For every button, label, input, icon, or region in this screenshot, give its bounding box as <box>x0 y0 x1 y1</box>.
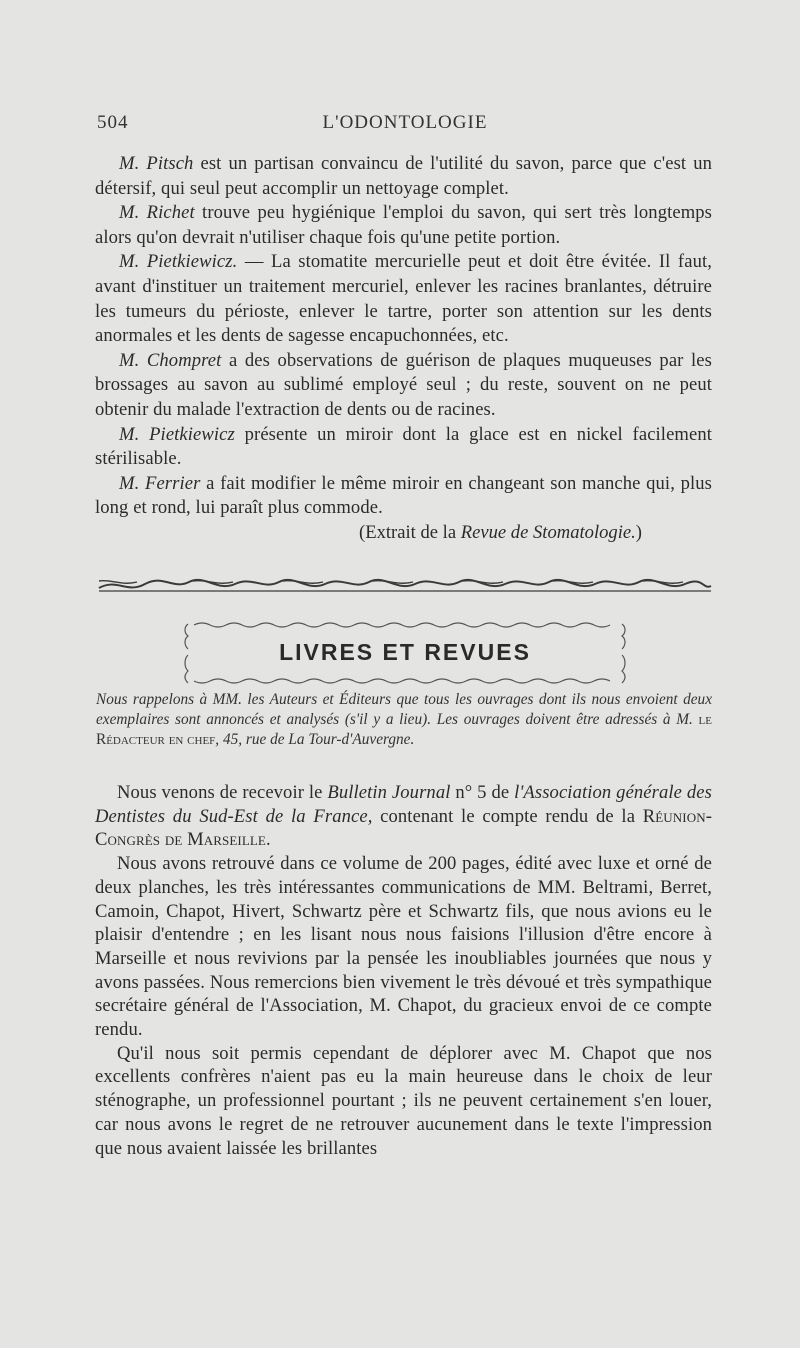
review-section <box>95 781 712 1160</box>
speaker-name: M. Chompret <box>119 349 222 371</box>
paragraph-text: est un partisan convaincu de l'utilité du savon, parce que c'est un détersif, qui seul peut accomplir un nettoyage complet. <box>95 153 712 199</box>
paragraph-pietkiewicz <box>95 250 712 348</box>
speaker-name: M. Richet <box>119 202 195 224</box>
source-citation: (Extrait de la Revue de Stomatologie.) <box>359 521 642 543</box>
section-heading-box <box>182 621 628 685</box>
paragraph-text: a fait modifier le même miroir en changeant son manche qui, plus long et rond, lui paraît plus commode. <box>95 472 712 519</box>
paragraph-text: présente un miroir dont la glace est en nickel facilement stérilisable. <box>95 423 713 470</box>
source-title: Revue de Stomatologie. <box>460 521 636 543</box>
review-paragraph-2: Nous avons retrouvé dans ce volume de 200 pages, édité avec luxe et orné de deux planches, les très intéressantes communications de MM. Beltrami, Berret, Camoin, Chapot, Hivert, Schwartz père et Schwartz fils, que nous avions eu le plaisir d'entendre ; en les lisant nous nous faisions l'illusion d'être encore à Marseille et nous revivions par la pensée les inoubliables journées que nous y avons passées. Nous remercions bien vivement le très dévoué et très sympathique secrétaire général de l'Association, M. Chapot, du gracieux envoi de ce compte rendu. <box>95 853 712 1041</box>
association-name: l'Association générale des Dentistes du Sud-Est de la France, <box>95 782 712 827</box>
paragraph-chompret <box>95 349 712 423</box>
page-number: 504 <box>97 112 129 133</box>
paragraph-text: — La stomatite mercurielle peut et doit être évitée. Il faut, avant d'instituer un traitement mercuriel, enlever les racines branlantes, détruire les tumeurs du périoste, enlever le tartre, porter son attention sur les dents anormales et les dents de sagesse encapuchonnées, etc. <box>95 251 712 347</box>
journal-title: Bulletin Journal <box>327 782 451 803</box>
decorative-divider <box>97 576 713 596</box>
speaker-name: M. Pietkiewicz. <box>119 251 238 273</box>
review-paragraph-1: Nous venons de recevoir le Bulletin Journal n° 5 de l'Association générale des Dentistes du Sud-Est de la France, contenant le compte rendu de la Réunion-Congrès de Marseille. <box>95 782 712 851</box>
congress-name: Réunion-Congrès de Marseille <box>95 805 712 851</box>
editorial-note: Nous rappelons à MM. les Auteurs et Éditeurs que tous les ouvrages dont ils nous envoient deux exemplaires sont annoncés et analysés (s'il y a lieu). Les ouvrages doivent être adressés à M. le Rédacteur en chef, 45, rue de La Tour-d'Auvergne. <box>96 691 712 748</box>
paragraph-ferrier <box>95 472 712 521</box>
paragraph-text: a des observations de guérison de plaques muqueuses par les brossages au savon au sublimé employé seul ; du reste, souvent on ne peut obtenir du malade l'extraction de dents ou de racines. <box>95 349 712 420</box>
speaker-name: M. Pitsch <box>119 153 194 174</box>
paragraph-pietkiewicz-mirror <box>95 423 712 472</box>
section-heading: LIVRES ET REVUES <box>279 639 531 665</box>
paragraph-text: trouve peu hygiénique l'emploi du savon, qui sert très longtemps alors qu'on devrait n'utiliser chaque fois qu'une petite portion. <box>95 202 712 248</box>
speaker-name: M. Pietkiewicz <box>119 423 235 445</box>
running-title: L'ODONTOLOGIE <box>322 112 488 133</box>
speaker-name: M. Ferrier <box>119 472 201 494</box>
paragraph-pitsch <box>95 152 712 201</box>
editor-title: le Rédacteur en chef <box>96 710 712 748</box>
review-paragraph-3: Qu'il nous soit permis cependant de déplorer avec M. Chapot que nos excellents confrères n'aient pas eu la main heureuse dans le choix de leur sténographe, un professionnel pourtant ; ils ne peuvent certainement s'en louer, car nous avons le regret de ne retrouver aucunement dans le texte l'impression que nous avaient laissée les brillantes <box>95 1042 712 1159</box>
discussion-section <box>95 152 712 546</box>
paragraph-richet <box>95 201 712 250</box>
